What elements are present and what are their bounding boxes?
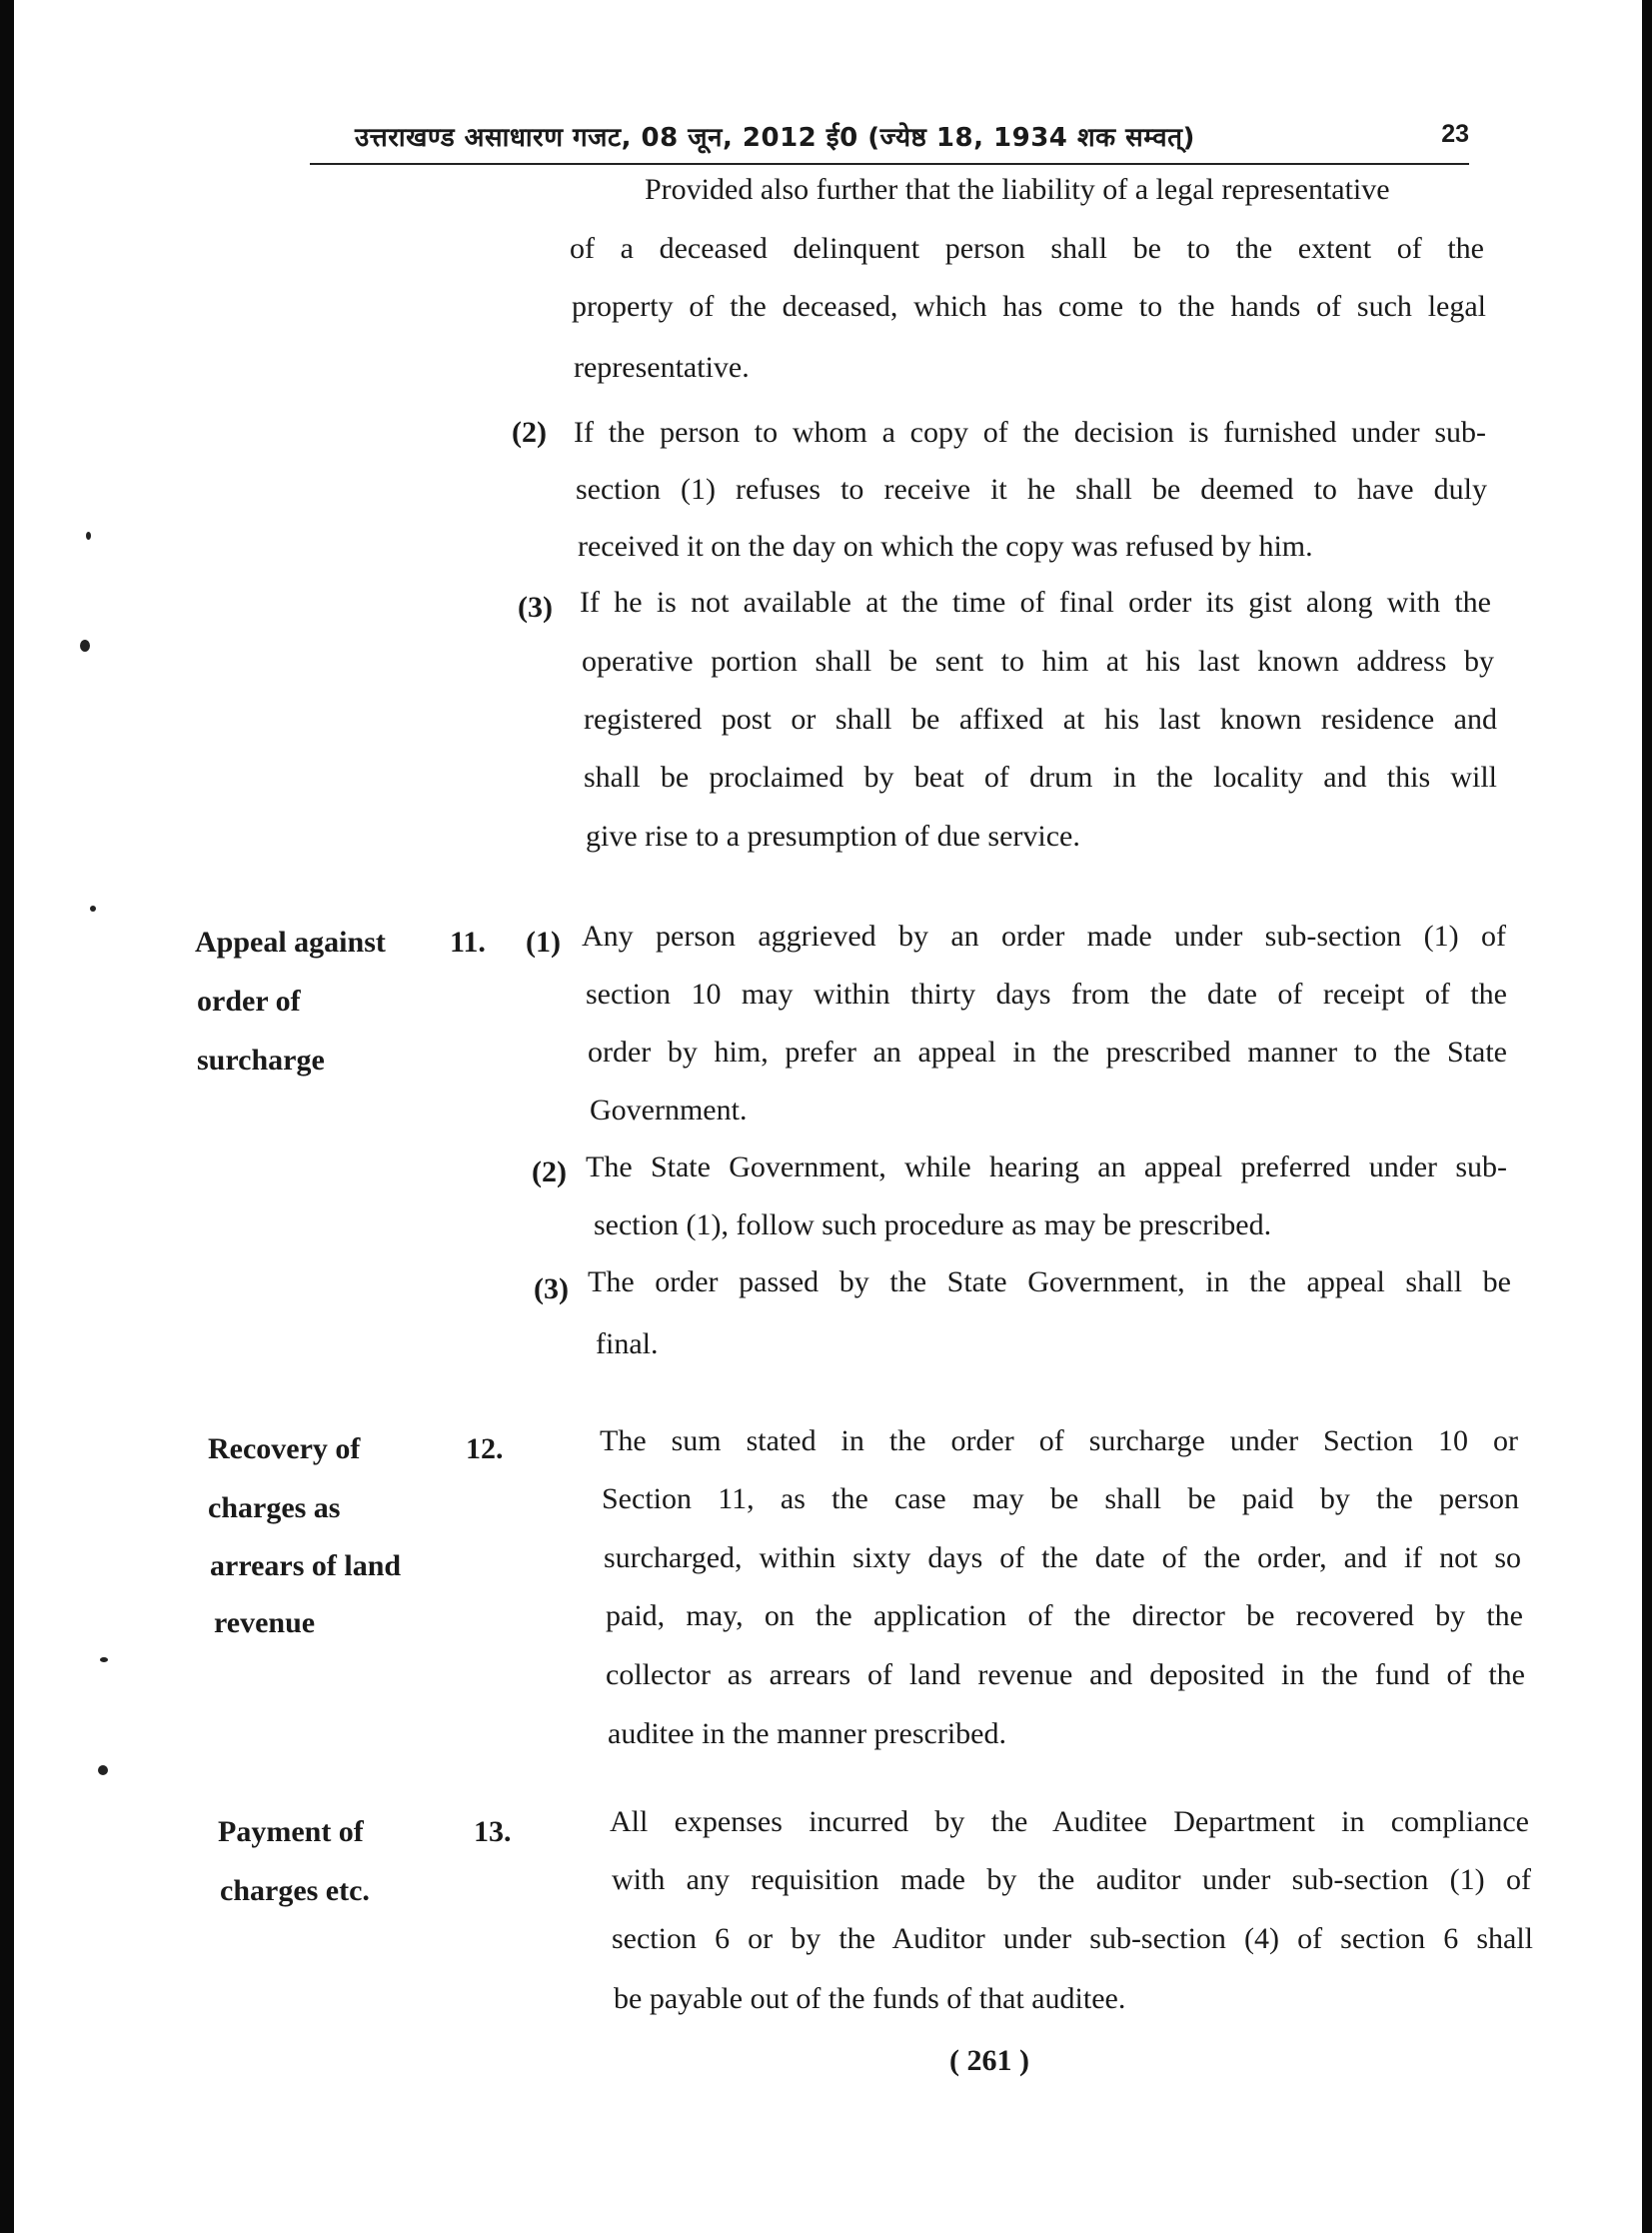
clause-line: shall be proclaimed by beat of drum in the locality and this will	[584, 761, 1497, 794]
section-body-line: collector as arrears of land revenue and deposited in the fund of the	[606, 1658, 1525, 1691]
margin-heading: surcharge	[197, 1044, 325, 1077]
margin-heading: charges etc.	[220, 1874, 370, 1907]
margin-heading: charges as	[208, 1491, 341, 1524]
clause-line: registered post or shall be affixed at his last known residence and	[584, 703, 1497, 736]
clause-line: give rise to a presumption of due service.	[586, 820, 1080, 853]
margin-heading: arrears of land	[210, 1549, 402, 1582]
clause-line: section 10 may within thirty days from the date of receipt of the	[586, 978, 1507, 1011]
proviso-line: representative.	[574, 351, 750, 384]
section-body-line: section 6 or by the Auditor under sub-section (4) of section 6 shall	[612, 1922, 1533, 1955]
clause-line: The order passed by the State Government, in the appeal shall be	[588, 1265, 1511, 1298]
section-number: 13.	[474, 1815, 512, 1848]
scan-speck	[80, 640, 90, 652]
footer-page-number: ( 261 )	[949, 2044, 1029, 2077]
section-number: 11.	[450, 926, 486, 959]
section-body-line: Section 11, as the case may be shall be paid by the person	[602, 1482, 1519, 1515]
clause-line: received it on the day on which the copy was refused by him.	[578, 530, 1313, 563]
header-title: उत्तराखण्ड असाधारण गजट, 08 जून, 2012 ई0 (ज्येष्ठ 18, 1934 शक सम्वत्)	[355, 123, 1195, 153]
section-body-line: with any requisition made by the auditor under sub-section (1) of	[612, 1863, 1531, 1896]
proviso-line: property of the deceased, which has come to the hands of such legal	[572, 290, 1486, 323]
scan-speck	[100, 1657, 108, 1662]
section-body-line: be payable out of the funds of that auditee.	[614, 1982, 1126, 2015]
scan-speck	[86, 532, 91, 540]
clause-line: The State Government, while hearing an appeal preferred under sub-	[586, 1150, 1507, 1183]
clause-line: If he is not available at the time of final order its gist along with the	[580, 586, 1491, 619]
scan-speck	[90, 906, 96, 912]
scan-speck	[98, 1765, 108, 1775]
clause-number: (3)	[534, 1272, 569, 1305]
margin-heading: order of	[197, 985, 301, 1018]
margin-heading: Recovery of	[208, 1432, 361, 1465]
clause-number: (1)	[526, 926, 561, 959]
clause-line: final.	[596, 1327, 659, 1360]
clause-line: If the person to whom a copy of the decision is furnished under sub-	[574, 416, 1486, 449]
section-body-line: All expenses incurred by the Auditee Department in compliance	[610, 1805, 1529, 1838]
clause-number: (2)	[512, 416, 547, 449]
scan-right-edge	[1642, 0, 1652, 2233]
clause-line: section (1), follow such procedure as may be prescribed.	[594, 1208, 1272, 1241]
header-page-number: 23	[1441, 120, 1469, 148]
clause-line: order by him, prefer an appeal in the prescribed manner to the State	[588, 1036, 1507, 1069]
clause-line: Any person aggrieved by an order made under sub-section (1) of	[582, 920, 1506, 953]
section-body-line: auditee in the manner prescribed.	[608, 1717, 1006, 1750]
clause-line: section (1) refuses to receive it he shall be deemed to have duly	[576, 473, 1487, 506]
proviso-line: of a deceased delinquent person shall be to the extent of the	[570, 232, 1484, 265]
clause-number: (2)	[532, 1155, 567, 1188]
header-rule	[310, 163, 1469, 165]
clause-line: operative portion shall be sent to him at his last known address by	[582, 645, 1494, 678]
margin-heading: Appeal against	[195, 926, 386, 959]
clause-number: (3)	[518, 591, 553, 624]
section-body-line: paid, may, on the application of the director be recovered by the	[606, 1599, 1523, 1632]
margin-heading: Payment of	[218, 1815, 364, 1848]
scan-left-edge	[0, 0, 14, 2233]
section-number: 12.	[466, 1432, 504, 1465]
clause-line: Government.	[590, 1094, 748, 1126]
section-body-line: The sum stated in the order of surcharge under Section 10 or	[600, 1424, 1518, 1457]
proviso-line: Provided also further that the liability of a legal representative	[645, 173, 1390, 206]
margin-heading: revenue	[214, 1606, 316, 1639]
gazette-header	[355, 118, 1469, 162]
section-body-line: surcharged, within sixty days of the date of the order, and if not so	[604, 1541, 1521, 1574]
